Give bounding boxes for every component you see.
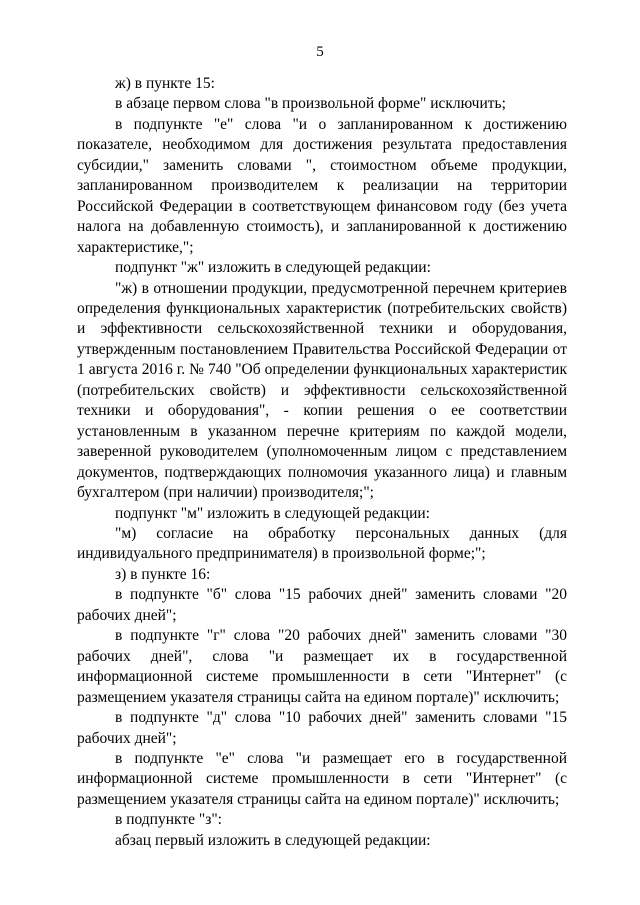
paragraph-item-zh: ж) в пункте 15: xyxy=(115,75,215,92)
page-number: 5 xyxy=(316,44,324,60)
paragraph-podpunkt-e: в подпункте "е" слова "и о запланированном к достижению показателе, необходимом для достижения результата предоставления субсидии," заменить словами ", стоимостном объеме продукции, запланированном производителем к реализации на территории Российской Федерации в соответствующем финансовом году (без учета налога на добавленную стоимость), и запланированной к достижению характеристике,"; xyxy=(77,115,567,256)
paragraph-podpunkt-m-text: "м) согласие на обработку персональных данных (для индивидуального предпринимателя) в произвольной форме;"; xyxy=(77,524,567,563)
paragraph-podpunkt-e2: в подпункте "е" слова "и размещает его в государственной информационной системе промышленности в сети "Интернет" (с размещением указателя страницы сайта на едином портале)" исключить; xyxy=(77,749,567,808)
paragraph-podpunkt-zh-text: "ж) в отношении продукции, предусмотренной перечнем критериев определения функциональных характеристик (потребительских свойств) и эффективности сельскохозяйственной техники и оборудования, утвержденным постановлением Правительства Российской Федерации от 1 августа 2016 г. № 740 "Об определении функциональных характеристик (потребительских свойств) и эффективности сельскохозяйственной техники и оборудования", - копии решения о ее соответствии установленным в указанном перечне критериям по каждой модели, заверенной руководителем (уполномоченным лицом с представлением документов, подтверждающих полномочия указанного лица) и главным бухгалтером (при наличии) производителя;"; xyxy=(77,279,567,502)
paragraph-abzac-pervyj-izlozhit: абзац первый изложить в следующей редакции: xyxy=(115,831,431,849)
paragraph-podpunkt-m-intro: подпункт "м" изложить в следующей редакции: xyxy=(115,504,430,522)
paragraph-podpunkt-b: в подпункте "б" слова "15 рабочих дней" заменить словами "20 рабочих дней"; xyxy=(77,586,567,624)
paragraph-podpunkt-z: в подпункте "з": xyxy=(115,811,222,829)
paragraph-abzac-pervyj: в абзаце первом слова "в произвольной форме" исключить; xyxy=(115,95,506,113)
paragraph-podpunkt-g: в подпункте "г" слова "20 рабочих дней" заменить словами "30 рабочих дней", слова "и размещает их в государственной информационной системе промышленности в сети "Интернет" (с размещением указателя страницы сайта на едином портале)" исключить; xyxy=(77,627,567,706)
paragraph-podpunkt-d: в подпункте "д" слова "10 рабочих дней" заменить словами "15 рабочих дней"; xyxy=(77,709,567,747)
paragraph-podpunkt-zh-intro: подпункт "ж" изложить в следующей редакции: xyxy=(115,259,431,277)
paragraph-item-z: з) в пункте 16: xyxy=(115,565,211,583)
document-body xyxy=(77,74,567,851)
